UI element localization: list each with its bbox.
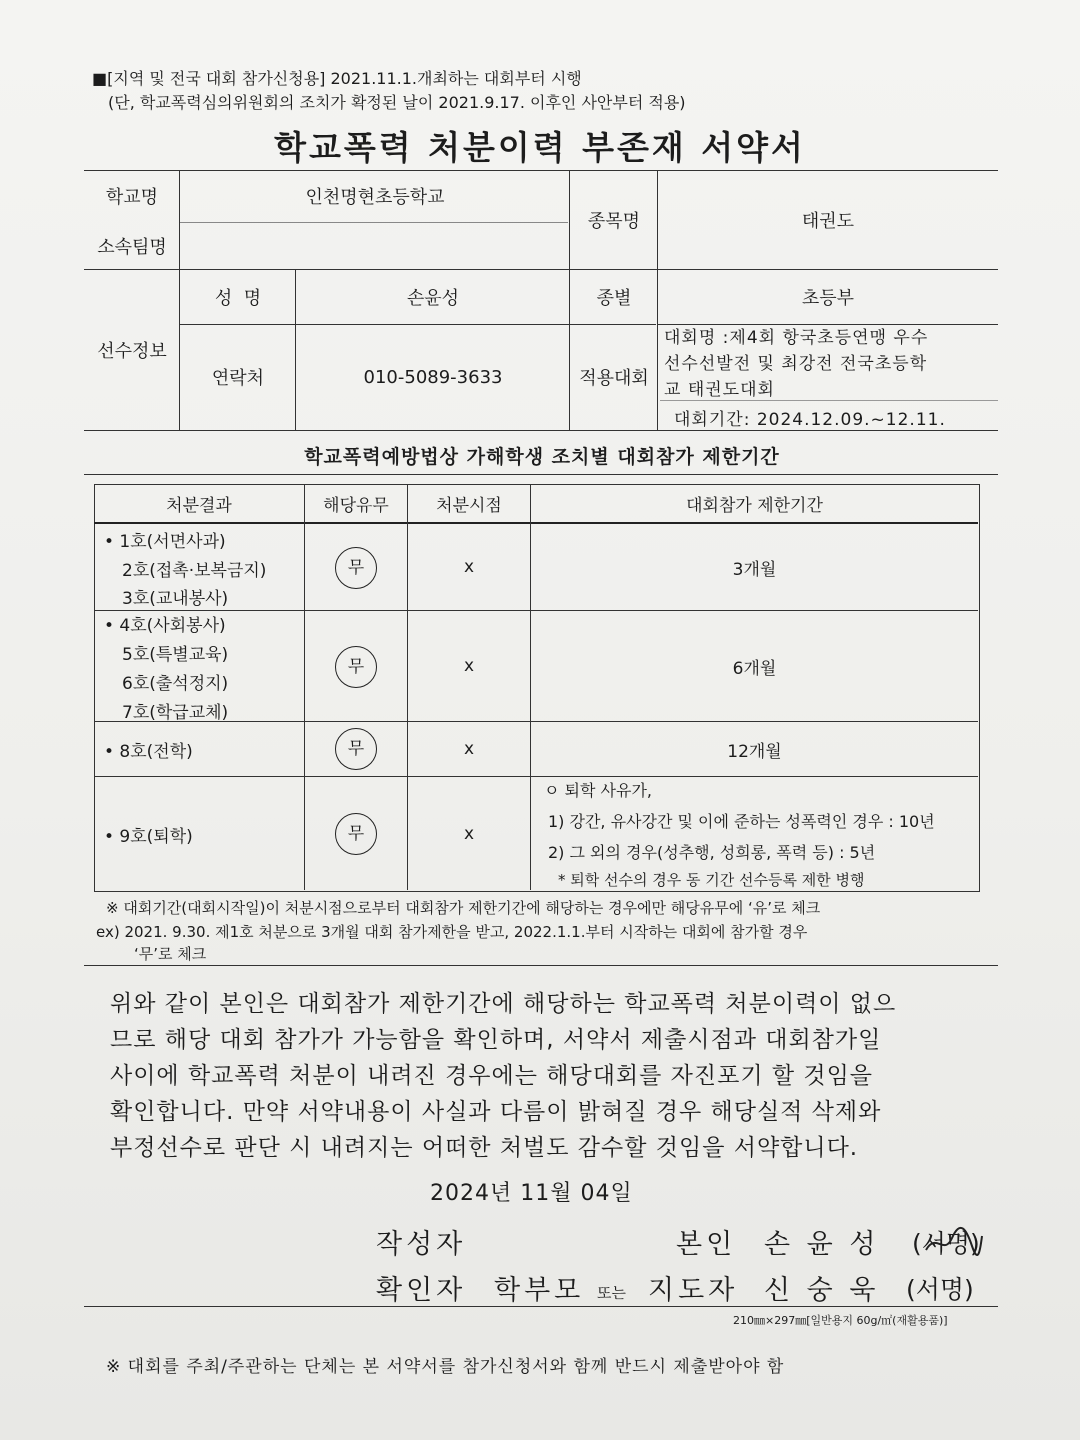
athlete-info-label: 선수정보 bbox=[97, 341, 167, 362]
example-note-continued: ‘무’로 체크 bbox=[134, 945, 207, 963]
writer-name: 손 윤 성 bbox=[764, 1229, 880, 1260]
expulsion-note: 2) 그 외의 경우(성추행, 성희롱, 폭력 등) : 5년 bbox=[548, 843, 876, 862]
writer-signature-field: (서명) bbox=[912, 1229, 980, 1258]
col-header-period: 대회참가 제한기간 bbox=[686, 495, 823, 516]
table-row-line bbox=[94, 776, 978, 777]
confirmer-role-2: 지도자 bbox=[648, 1275, 739, 1306]
disposition-item: 6호(출석정지) bbox=[122, 674, 229, 694]
notes-divider bbox=[84, 965, 998, 966]
handwritten-signature bbox=[922, 1226, 984, 1260]
disposition-item: 2호(접촉·보복금지) bbox=[122, 561, 267, 581]
event-label: 적용대회 bbox=[579, 368, 649, 389]
disposition-item: • 4호(사회봉사) bbox=[104, 616, 226, 636]
footer-divider bbox=[84, 1306, 998, 1307]
disposition-time: x bbox=[463, 656, 475, 676]
disposition-item: • 8호(전학) bbox=[104, 742, 193, 762]
disposition-item: 7호(학급교체) bbox=[122, 703, 229, 723]
section-divider bbox=[84, 474, 998, 475]
pledge-line: 확인합니다. 만약 서약내용이 사실과 다름이 밝혀질 경우 해당실적 삭제와 bbox=[110, 1099, 882, 1125]
info-divider bbox=[660, 400, 998, 401]
pledge-date: 2024년 11월 04일 bbox=[430, 1181, 633, 1206]
disposition-item: • 1호(서면사과) bbox=[104, 532, 226, 552]
disposition-item: 5호(특별교육) bbox=[122, 645, 229, 665]
notice-line-2: (단, 학교폭력심의위원회의 조치가 확정된 날이 2021.9.17. 이후인 사안부터 적용) bbox=[108, 93, 686, 112]
confirmer-signature-field: (서명) bbox=[906, 1275, 974, 1304]
expulsion-note: ㅇ 퇴학 사유가, bbox=[544, 781, 652, 800]
col-header-result: 처분결과 bbox=[166, 495, 232, 516]
division-value: 초등부 bbox=[801, 288, 855, 309]
division-label: 종별 bbox=[596, 288, 632, 309]
disposition-time: x bbox=[463, 823, 475, 844]
final-note: ※ 대회를 주최/주관하는 단체는 본 서약서를 참가신청서와 함께 반드시 제출받아야 함 bbox=[106, 1357, 785, 1377]
disposition-item: 3호(교내봉사) bbox=[122, 589, 229, 609]
paper-spec: 210㎜×297㎜[일반용지 60g/㎡(재활용품)] bbox=[733, 1314, 948, 1327]
sport-value: 태권도 bbox=[801, 210, 855, 232]
status-circle: 무 bbox=[335, 813, 377, 855]
disposition-item: • 9호(퇴학) bbox=[104, 827, 193, 847]
writer-role: 본인 bbox=[676, 1229, 737, 1260]
name-label: 성 명 bbox=[214, 288, 262, 309]
or-text: 또는 bbox=[597, 1284, 626, 1302]
writer-label: 작성자 bbox=[376, 1229, 467, 1260]
status-circle: 무 bbox=[335, 728, 377, 770]
col-header-status: 해당유무 bbox=[323, 495, 389, 516]
example-note: ex) 2021. 9.30. 제1호 처분으로 3개월 대회 참가제한을 받고, 2022.1.1.부터 시작하는 대회에 참가할 경우 bbox=[96, 923, 808, 941]
expulsion-note: * 퇴학 선수의 경우 동 기간 선수등록 제한 병행 bbox=[558, 871, 865, 889]
confirmer-label: 확인자 bbox=[376, 1275, 467, 1306]
name-value: 손윤성 bbox=[406, 288, 460, 309]
contact-value: 010-5089-3633 bbox=[363, 366, 503, 388]
event-period: 대회기간: 2024.12.09.~12.11. bbox=[674, 410, 946, 430]
status-circle: 무 bbox=[335, 547, 377, 589]
pledge-line: 사이에 학교폭력 처분이 내려진 경우에는 해당대회를 자진포기 할 것임을 bbox=[110, 1063, 874, 1089]
col-header-time: 처분시점 bbox=[436, 495, 502, 516]
event-name-line-3: 교 태권도대회 bbox=[664, 380, 775, 400]
notice-line-1: ■[지역 및 전국 대회 참가신청용] 2021.11.1.개최하는 대회부터 시행 bbox=[92, 69, 582, 88]
status-circle: 무 bbox=[335, 646, 377, 688]
event-name-line-2: 선수선발전 및 최강전 전국초등학 bbox=[664, 354, 928, 374]
school-label: 학교명 bbox=[105, 187, 159, 208]
restriction-period: 12개월 bbox=[727, 741, 782, 762]
team-label: 소속팀명 bbox=[97, 236, 167, 258]
document-title: 학교폭력 처분이력 부존재 서약서 bbox=[274, 128, 806, 167]
sport-label: 종목명 bbox=[587, 210, 641, 232]
pledge-line: 부정선수로 판단 시 내려지는 어떠한 처벌도 감수할 것임을 서약합니다. bbox=[110, 1135, 859, 1161]
check-note: ※ 대회기간(대회시작일)이 처분시점으로부터 대회참가 제한기간에 해당하는 경우에만 해당유무에 ‘유’로 체크 bbox=[106, 899, 821, 917]
disposition-time: x bbox=[463, 557, 475, 577]
school-value: 인천명현초등학교 bbox=[305, 187, 445, 208]
restriction-section-title: 학교폭력예방법상 가해학생 조치별 대회참가 제한기간 bbox=[304, 446, 780, 468]
event-name-line-1: 대회명 :제4회 항국초등연맹 우수 bbox=[664, 328, 929, 348]
info-table-bottom bbox=[84, 430, 998, 431]
pledge-line: 므로 해당 대회 참가가 가능함을 확인하며, 서약서 제출시점과 대회참가일 bbox=[110, 1027, 882, 1053]
confirmer-name: 신 숭 욱 bbox=[764, 1275, 880, 1306]
table-col-line bbox=[304, 484, 305, 890]
team-value bbox=[180, 222, 570, 269]
contact-label: 연락처 bbox=[211, 368, 265, 389]
confirmer-role: 학부모 bbox=[494, 1275, 585, 1306]
restriction-period: 3개월 bbox=[732, 559, 777, 580]
disposition-time: x bbox=[463, 739, 475, 759]
restriction-period: 6개월 bbox=[732, 658, 777, 679]
pledge-line: 위와 같이 본인은 대회참가 제한기간에 해당하는 학교폭력 처분이력이 없으 bbox=[110, 991, 897, 1017]
expulsion-note: 1) 강간, 유사강간 및 이에 준하는 성폭력인 경우 : 10년 bbox=[548, 812, 935, 831]
